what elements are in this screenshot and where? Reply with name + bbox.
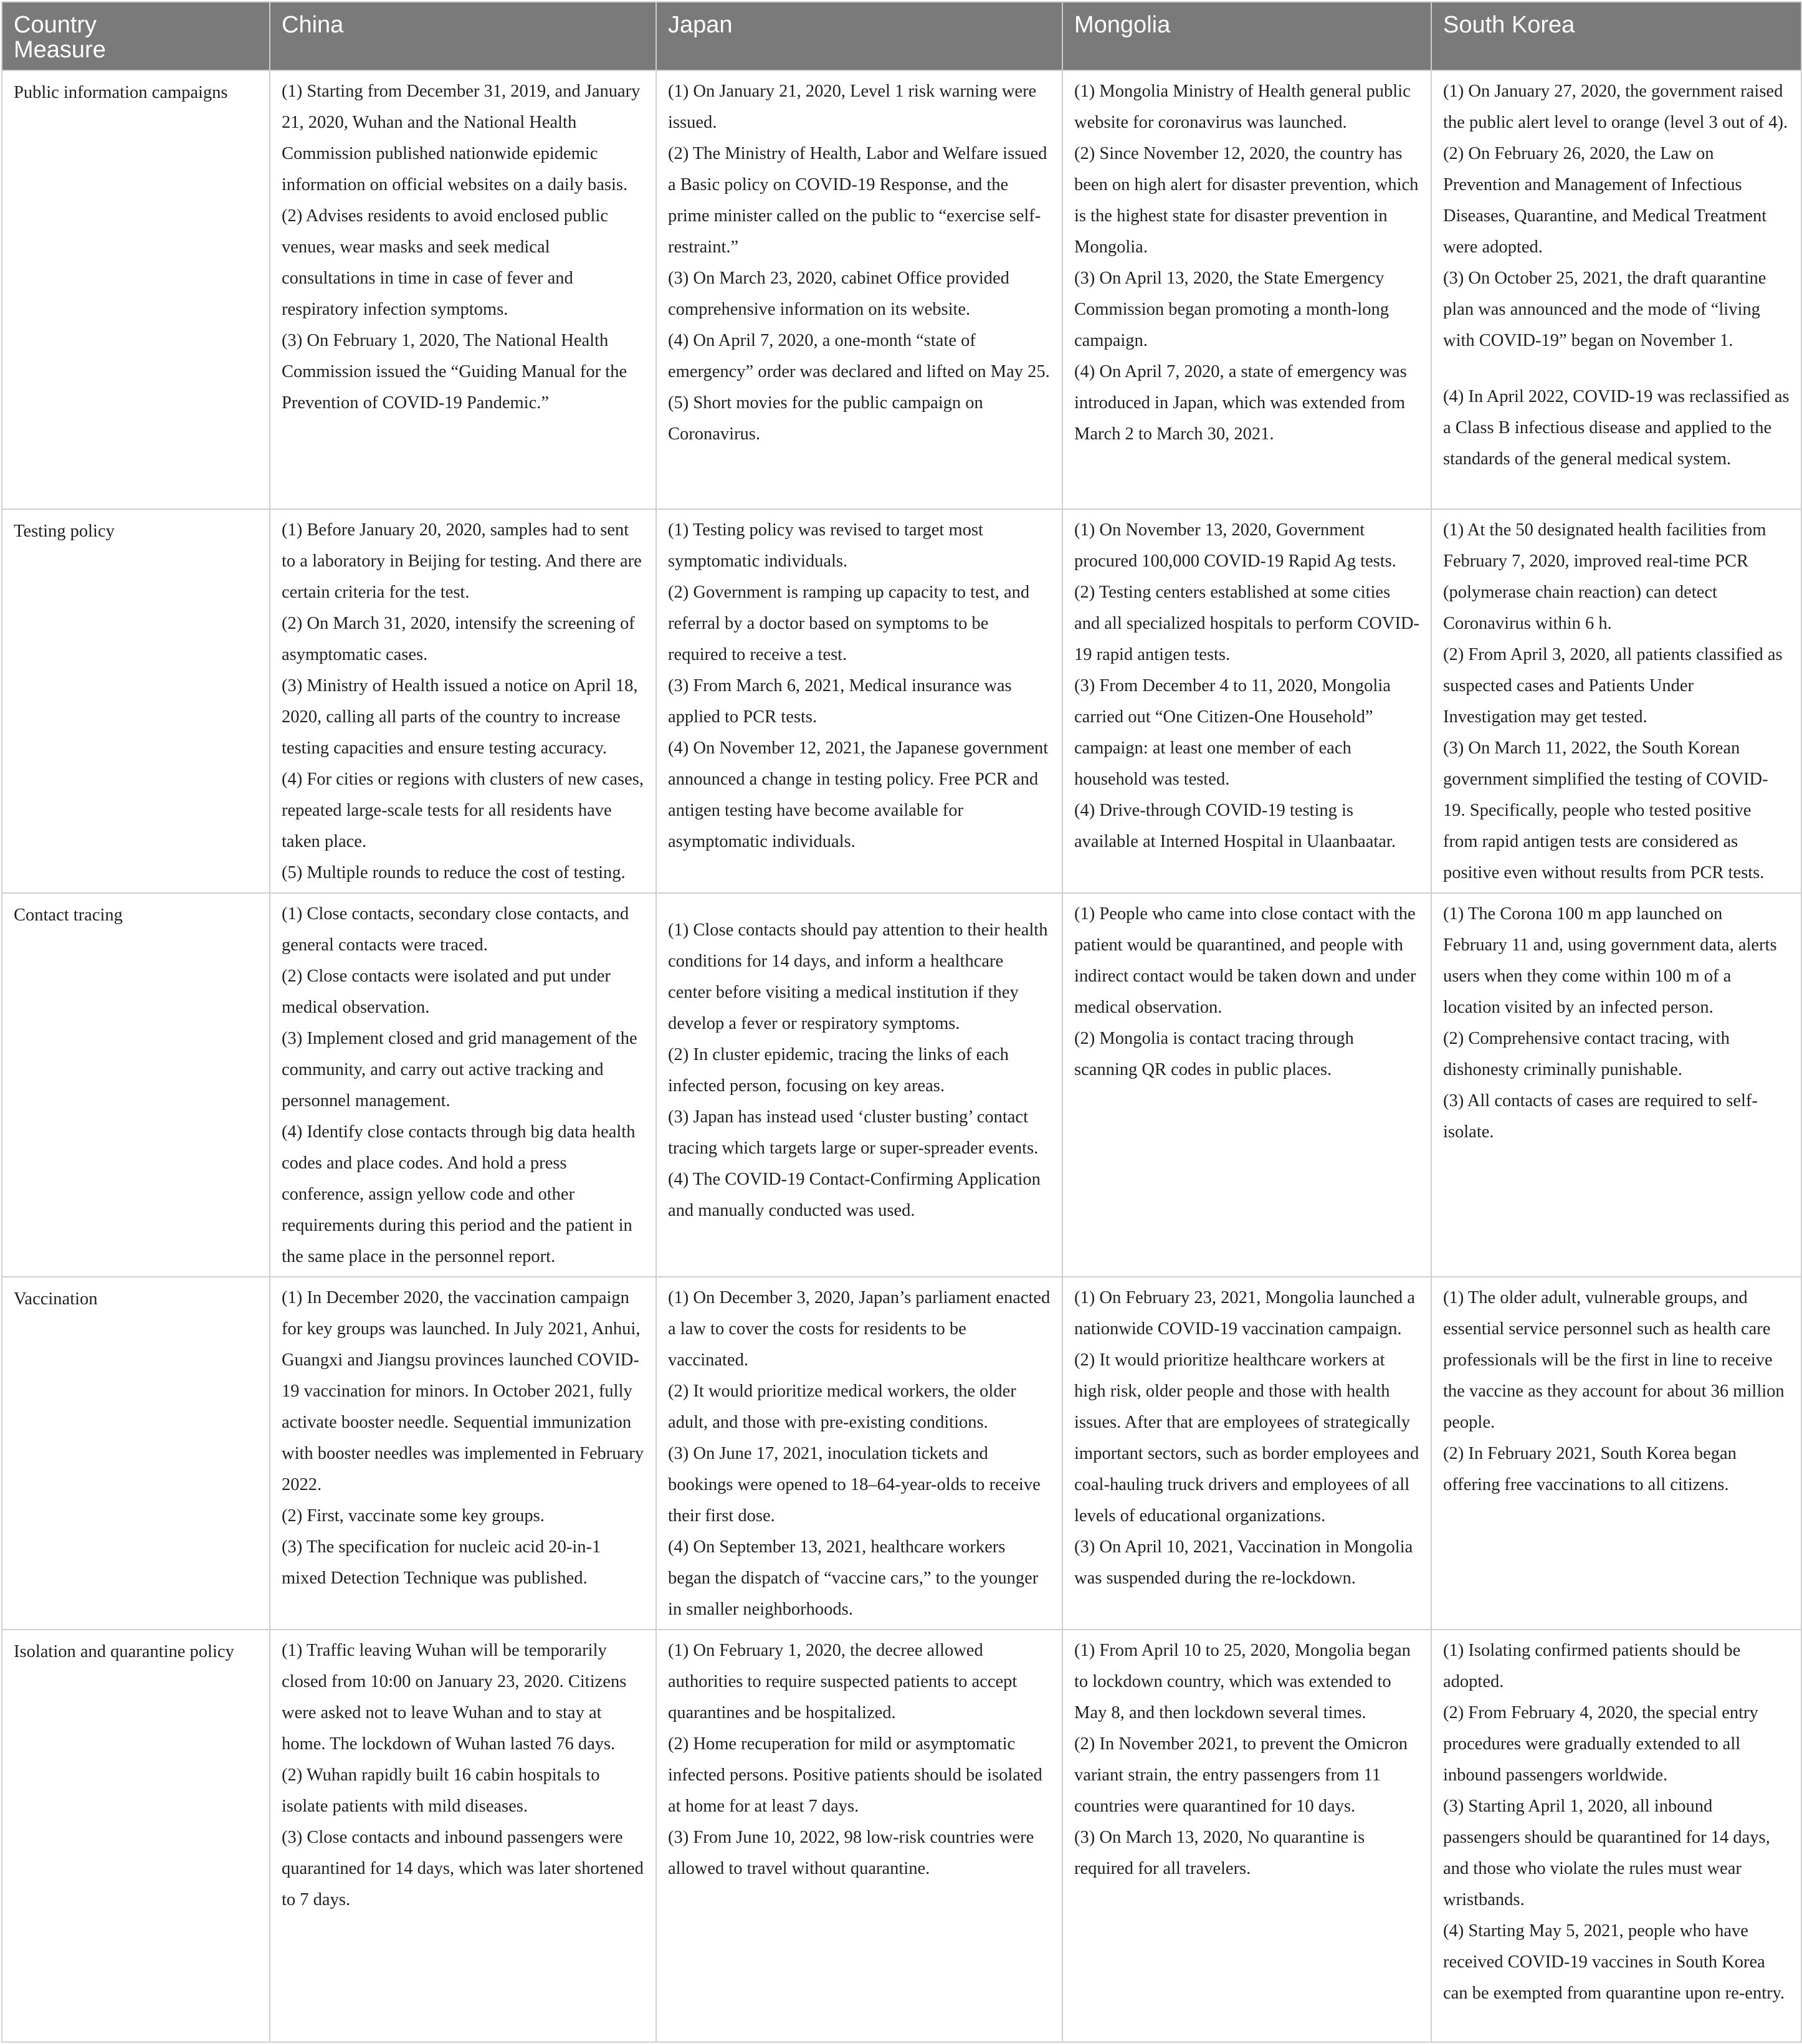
list-item: (3) On March 23, 2020, cabinet Office provided comprehensive information on its website. [668,269,1009,319]
list-item: (3) Close contacts and inbound passengers were quarantined for 14 days, which was later shortened to 7 days. [282,1828,644,1909]
mongolia-cell [1062,70,1431,509]
table-row [2,70,1801,509]
south-korea-cell [1431,893,1801,1277]
list-item: (2) Wuhan rapidly built 16 cabin hospitals to isolate patients with mild diseases. [282,1765,600,1816]
list-item: (1) Close contacts, secondary close contacts, and general contacts were traced. [282,904,629,955]
list-item: (2) First, vaccinate some key groups. [282,1506,545,1526]
list-item: (3) On February 1, 2020, The National Health Commission issued the “Guiding Manual for the Prevention of COVID-19 Pandemic.” [282,331,627,413]
mongolia-cell [1062,509,1431,893]
list-item: (3) Japan has instead used ‘cluster busting’ contact tracing which targets large or super-spreader events. [668,1107,1039,1158]
list-item: (4) On April 7, 2020, a one-month “state of emergency” order was declared and lifted on May 25. [668,331,1050,381]
south-korea-cell [1431,70,1801,509]
list-item: (2) Government is ramping up capacity to test, and referral by a doctor based on symptoms to be required to receive a test. [668,583,1030,664]
list-item: (2) Close contacts were isolated and put under medical observation. [282,967,611,1017]
list-item: (3) All contacts of cases are required to self-isolate. [1443,1091,1758,1142]
table-row [2,1630,1801,2042]
list-item: (3) From December 4 to 11, 2020, Mongolia carried out “One Citizen-One Household” campaign: at least one member of each household was tested. [1074,676,1391,789]
china-cell [270,509,656,893]
list-item: (1) On February 23, 2021, Mongolia launched a nationwide COVID-19 vaccination campaign. [1074,1288,1415,1339]
list-item: (2) On February 26, 2020, the Law on Prevention and Management of Infectious Diseases, Quarantine, and Medical Treatment were adopted. [1443,144,1767,257]
list-item: (1) In December 2020, the vaccination campaign for key groups was launched. In July 2021, Anhui, Guangxi and Jiangsu provinces launched COVID-19 vaccination for minors. In October 2021, fully activate booster needle. Sequential immunization with booster needles was implemented in February 2022. [282,1288,644,1494]
south-korea-cell [1431,1277,1801,1630]
list-item: (3) The specification for nucleic acid 20-in-1 mixed Detection Technique was published. [282,1537,601,1588]
list-item: (2) On March 31, 2020, intensify the screening of asymptomatic cases. [282,614,635,664]
list-item: (1) Testing policy was revised to target most symptomatic individuals. [668,520,983,571]
mongolia-cell [1062,893,1431,1277]
list-item: (2) In November 2021, to prevent the Omicron variant strain, the entry passengers from 11 countries were quarantined for 10 days. [1074,1734,1408,1816]
list-item: (4) On September 13, 2021, healthcare workers began the dispatch of “vaccine cars,” to the younger in smaller neighborhoods. [668,1537,1039,1619]
japan-cell [656,70,1062,509]
list-item: (3) From March 6, 2021, Medical insurance was applied to PCR tests. [668,676,1012,727]
table-row [2,893,1801,1277]
header-country-label: Country [14,12,97,38]
china-cell [270,1630,656,2042]
south-korea-cell [1431,509,1801,893]
mongolia-cell [1062,1630,1431,2042]
list-item: (2) It would prioritize healthcare workers at high risk, older people and those with health issues. After that are employees of strategically important sectors, such as border employees and coal-hauling truck drivers and employees of all levels of educational organizations. [1074,1350,1419,1526]
list-item: (3) On October 25, 2021, the draft quarantine plan was announced and the mode of “living with COVID-19” began on November 1. [1443,269,1766,350]
list-item: (3) Implement closed and grid management of the community, and carry out active tracking and personnel management. [282,1029,637,1110]
list-item: (5) Multiple rounds to reduce the cost of testing. [282,863,626,882]
list-item: (2) From February 4, 2020, the special entry procedures were gradually extended to all inbound passengers worldwide. [1443,1703,1758,1785]
list-item: (4) The COVID-19 Contact-Confirming Application and manually conducted was used. [668,1170,1041,1220]
spacer [1443,356,1790,381]
list-item: (3) On June 17, 2021, inoculation tickets and bookings were opened to 18–64-year-olds to receive their first dose. [668,1444,1041,1526]
measures-table-wrapper [1,1,1801,2043]
list-item: (5) Short movies for the public campaign on Coronavirus. [668,393,983,444]
table-row [2,509,1801,893]
list-item: (2) Advises residents to avoid enclosed public venues, wear masks and seek medical consultations in time in case of fever and respiratory infection symptoms. [282,206,608,319]
header-measure-label: Measure [14,37,106,63]
header-row [2,2,1801,70]
header-japan: Japan [656,2,1062,70]
list-item: (4) On November 12, 2021, the Japanese government announced a change in testing policy. Free PCR and antigen testing have become available for asymptomatic individuals. [668,738,1049,851]
japan-cell [656,509,1062,893]
list-item: (2) The Ministry of Health, Labor and Welfare issued a Basic policy on COVID-19 Response, and the prime minister called on the public to “exercise self-restraint.” [668,144,1047,257]
list-item: (3) On March 13, 2020, No quarantine is required for all travelers. [1074,1828,1365,1878]
list-item: (3) From June 10, 2022, 98 low-risk countries were allowed to travel without quarantine. [668,1828,1034,1878]
measure-cell: Isolation and quarantine policy [2,1630,270,2042]
list-item: (1) Before January 20, 2020, samples had to sent to a laboratory in Beijing for testing. And there are certain criteria for the test. [282,520,642,602]
measure-cell: Public information campaigns [2,70,270,509]
mongolia-cell [1062,1277,1431,1630]
measure-cell: Contact tracing [2,893,270,1277]
list-item: (1) Close contacts should pay attention to their health conditions for 14 days, and inform a healthcare center before visiting a medical institution if they develop a fever or respiratory symptoms. [668,920,1048,1033]
measures-table [1,1,1802,2043]
list-item: (2) Comprehensive contact tracing, with dishonesty criminally punishable. [1443,1029,1730,1079]
list-item: (2) From April 3, 2020, all patients classified as suspected cases and Patients Under Investigation may get tested. [1443,645,1783,727]
table-row [2,1277,1801,1630]
list-item: (2) Testing centers established at some cities and all specialized hospitals to perform COVID-19 rapid antigen tests. [1074,583,1420,664]
list-item: (2) Mongolia is contact tracing through scanning QR codes in public places. [1074,1029,1354,1079]
measure-cell: Testing policy [2,509,270,893]
header-mongolia: Mongolia [1062,2,1431,70]
list-item: (1) Mongolia Ministry of Health general public website for coronavirus was launched. [1074,82,1411,132]
list-item: (1) On December 3, 2020, Japan’s parliament enacted a law to cover the costs for residents to be vaccinated. [668,1288,1051,1370]
list-item: (4) Identify close contacts through big data health codes and place codes. And hold a press conference, assign yellow code and other requirements during this period and the patient in the same place in the personnel report. [282,1122,636,1266]
list-item: (3) On April 10, 2021, Vaccination in Mongolia was suspended during the re-lockdown. [1074,1537,1413,1588]
list-item: (4) Drive-through COVID-19 testing is available at Interned Hospital in Ulaanbaatar. [1074,801,1396,851]
japan-cell [656,1277,1062,1630]
header-china: China [270,2,656,70]
south-korea-cell [1431,1630,1801,2042]
china-cell [270,70,656,509]
measure-cell: Vaccination [2,1277,270,1630]
list-item: (1) Starting from December 31, 2019, and January 21, 2020, Wuhan and the National Health Commission published nationwide epidemic information on official websites on a daily basis. [282,82,641,194]
list-item: (2) In cluster epidemic, tracing the links of each infected person, focusing on key areas. [668,1045,1009,1096]
japan-cell [656,1630,1062,2042]
list-item: (3) Starting April 1, 2020, all inbound passengers should be quarantined for 14 days, and those who violate the rules must wear wristbands. [1443,1797,1770,1909]
list-item: (1) The Corona 100 m app launched on February 11 and, using government data, alerts users when they come within 100 m of a location visited by an infected person. [1443,904,1777,1017]
list-item: (4) For cities or regions with clusters of new cases, repeated large-scale tests for all residents have taken place. [282,770,644,851]
list-item: (1) People who came into close contact with the patient would be quarantined, and people with indirect contact would be taken down and under medical observation. [1074,904,1416,1017]
list-item: (2) In February 2021, South Korea began offering free vaccinations to all citizens. [1443,1444,1737,1494]
japan-cell [656,893,1062,1277]
list-item: (1) At the 50 designated health facilities from February 7, 2020, improved real-time PCR (polymerase chain reaction) can detect Coronavirus within 6 h. [1443,520,1766,633]
list-item: (1) On January 27, 2020, the government raised the public alert level to orange (level 3 out of 4). [1443,82,1788,132]
china-cell [270,893,656,1277]
list-item: (1) Isolating confirmed patients should be adopted. [1443,1641,1741,1691]
list-item: (1) On February 1, 2020, the decree allowed authorities to require suspected patients to accept quarantines and be hospitalized. [668,1641,1018,1722]
list-item: (1) Traffic leaving Wuhan will be temporarily closed from 10:00 on January 23, 2020. Citizens were asked not to leave Wuhan and to stay at home. The lockdown of Wuhan lasted 76 days. [282,1641,627,1754]
list-item: (4) In April 2022, COVID-19 was reclassified as a Class B infectious disease and applied to the standards of the general medical system. [1443,387,1790,469]
list-item: (1) The older adult, vulnerable groups, and essential service personnel such as health care professionals will be the first in line to receive the vaccine as they account for about 36 million people. [1443,1288,1785,1432]
header-corner [2,2,270,70]
list-item: (2) Since November 12, 2020, the country has been on high alert for disaster prevention, which is the highest state for disaster prevention in Mongolia. [1074,144,1419,257]
list-item: (1) From April 10 to 25, 2020, Mongolia began to lockdown country, which was extended to May 8, and then lockdown several times. [1074,1641,1411,1722]
list-item: (3) On March 11, 2022, the South Korean government simplified the testing of COVID-19. Specifically, people who tested positive from rapid antigen tests are considered as positive even without results from PCR tests. [1443,738,1768,882]
header-south-korea: South Korea [1431,2,1801,70]
list-item: (1) On January 21, 2020, Level 1 risk warning were issued. [668,82,1037,132]
list-item: (4) On April 7, 2020, a state of emergency was introduced in Japan, which was extended from March 2 to March 30, 2021. [1074,362,1407,444]
list-item: (3) Ministry of Health issued a notice on April 18, 2020, calling all parts of the country to increase testing capacities and ensure testing accuracy. [282,676,638,758]
spacer [668,899,1051,915]
china-cell [270,1277,656,1630]
list-item: (3) On April 13, 2020, the State Emergency Commission began promoting a month-long campaign. [1074,269,1390,350]
list-item: (1) On November 13, 2020, Government procured 100,000 COVID-19 Rapid Ag tests. [1074,520,1396,571]
list-item: (4) Starting May 5, 2021, people who have received COVID-19 vaccines in South Korea can be exempted from quarantine upon re-entry. [1443,1921,1785,2003]
list-item: (2) Home recuperation for mild or asymptomatic infected persons. Positive patients should be isolated at home for at least 7 days. [668,1734,1042,1816]
list-item: (2) It would prioritize medical workers, the older adult, and those with pre-existing conditions. [668,1382,1016,1432]
